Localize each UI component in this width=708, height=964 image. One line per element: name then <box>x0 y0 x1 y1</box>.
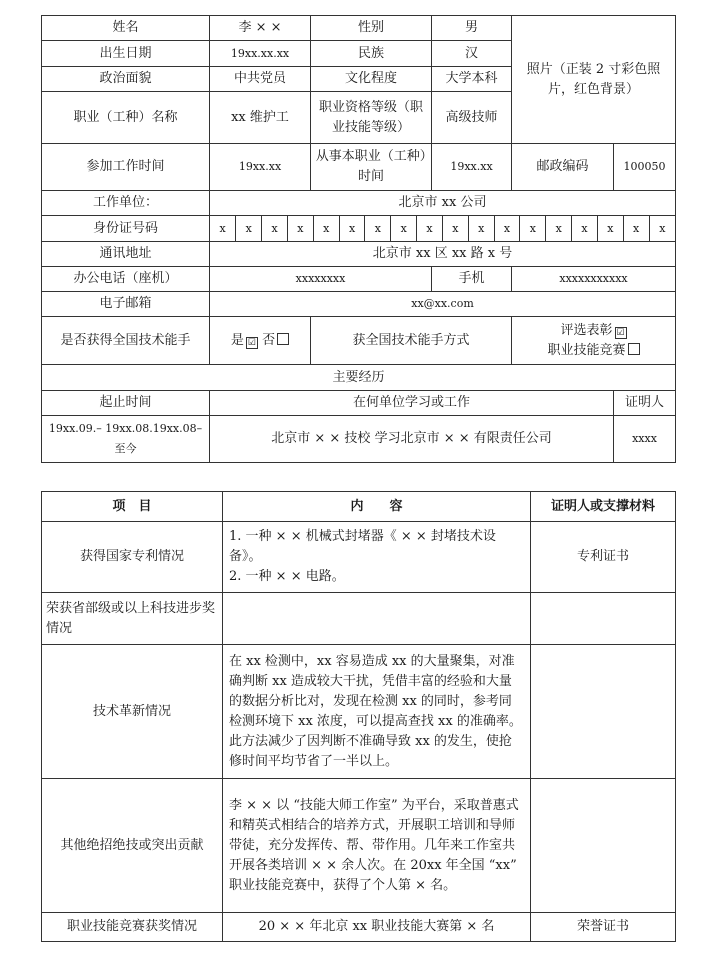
yes-checkbox[interactable]: ☑ <box>247 337 256 348</box>
col-content: 内 容 <box>223 492 531 522</box>
name-value: 李 × × <box>210 16 311 41</box>
phone-label: 办公电话（座机） <box>42 267 210 292</box>
politics-label: 政治面貌 <box>42 67 210 92</box>
id-digit: x <box>365 216 391 241</box>
email-label: 电子邮箱 <box>42 292 210 317</box>
id-digit: x <box>494 216 520 241</box>
id-digit: x <box>417 216 443 241</box>
experience-place: 北京市 × × 技校 学习北京市 × × 有限责任公司 <box>210 416 614 463</box>
col-place: 在何单位学习或工作 <box>210 391 614 416</box>
id-number-cell <box>210 216 676 242</box>
employer-value: 北京市 xx 公司 <box>210 191 676 216</box>
yes-text: 是 <box>230 332 244 348</box>
id-digit: x <box>339 216 365 241</box>
qual-value: 高级技师 <box>432 92 512 144</box>
content-competition: 20 × × 年北京 xx 职业技能大赛第 × 名 <box>223 913 531 942</box>
mobile-label: 手机 <box>432 267 512 292</box>
col-witness: 证明人 <box>614 391 676 416</box>
method-opt2-text: 职业技能竞赛 <box>547 342 626 358</box>
name-label: 姓名 <box>42 16 210 41</box>
postcode-label: 邮政编码 <box>512 144 614 191</box>
politics-value: 中共党员 <box>210 67 311 92</box>
gender-value: 男 <box>432 16 512 41</box>
proof-competition: 荣誉证书 <box>531 913 676 942</box>
method-label: 获全国技术能手方式 <box>311 317 512 365</box>
job-start-label: 从事本职业（工种）时间 <box>311 144 432 191</box>
birth-value: 19xx.xx.xx <box>210 41 311 67</box>
id-digit: x <box>313 216 339 241</box>
id-digit: x <box>391 216 417 241</box>
item-award: 荣获省部级或以上科技进步奖情况 <box>42 593 223 645</box>
item-innovation: 技术革新情况 <box>42 645 223 779</box>
birth-label: 出生日期 <box>42 41 210 67</box>
gender-label: 性别 <box>311 16 432 41</box>
content-patent <box>223 522 531 593</box>
item-contribution: 其他绝招绝技或突出贡献 <box>42 779 223 913</box>
id-digit: x <box>623 216 649 241</box>
address-label: 通讯地址 <box>42 242 210 267</box>
content-contribution: 李 × × 以 “技能大师工作室” 为平台，采取普惠式和精英式相结合的培养方式，开展职工培训和导师带徒，充分发挥传、帮、带作用。几年来工作室共开展各类培训 × × 余人次。在 20xx 年全国 “xx” 职业技能竞赛中，获得了个人第 × 名。 <box>223 779 531 913</box>
basic-info-table <box>41 15 676 463</box>
national-choice <box>210 317 311 365</box>
method-opt2-checkbox[interactable] <box>628 343 640 355</box>
id-digit-grid <box>210 216 675 241</box>
mobile-value: xxxxxxxxxxx <box>512 267 676 292</box>
work-start-label: 参加工作时间 <box>42 144 210 191</box>
id-digit: x <box>649 216 675 241</box>
id-digit: x <box>546 216 572 241</box>
patent-line-1: 1. 一种 × × 机械式封堵器《 × × 封堵技术设备》。 <box>229 529 496 564</box>
item-competition: 职业技能竞赛获奖情况 <box>42 913 223 942</box>
method-opt1-checkbox[interactable]: ☑ <box>616 327 625 338</box>
photo-note: 照片（正装 2 寸彩色照片，红色背景） <box>526 61 661 97</box>
col-item: 项 目 <box>42 492 223 522</box>
employer-label: 工作单位： <box>42 191 210 216</box>
id-label: 身份证号码 <box>42 216 210 242</box>
edu-label: 文化程度 <box>311 67 432 92</box>
phone-value: xxxxxxxx <box>210 267 432 292</box>
proof-patent: 专利证书 <box>531 522 676 593</box>
id-digit: x <box>520 216 546 241</box>
ethnic-label: 民族 <box>311 41 432 67</box>
id-digit: x <box>236 216 262 241</box>
achievements-table <box>41 491 676 942</box>
method-options <box>512 317 676 365</box>
col-proof: 证明人或支撑材料 <box>531 492 676 522</box>
job-start-value: 19xx.xx <box>432 144 512 191</box>
experience-period: 19xx.09.– 19xx.08.19xx.08– 至今 <box>42 416 210 463</box>
qual-label: 职业资格等级（职业技能等级） <box>311 92 432 144</box>
postcode-value: 100050 <box>614 144 676 191</box>
experience-witness: xxxx <box>614 416 676 463</box>
no-checkbox[interactable] <box>277 333 289 345</box>
address-value: 北京市 xx 区 xx 路 x 号 <box>210 242 676 267</box>
no-text: 否 <box>262 332 276 348</box>
proof-contribution <box>531 779 676 913</box>
edu-value: 大学本科 <box>432 67 512 92</box>
method-opt1-text: 评选表彰 <box>560 322 613 338</box>
job-label: 职业（工种）名称 <box>42 92 210 144</box>
id-digit: x <box>572 216 598 241</box>
id-digit: x <box>597 216 623 241</box>
work-start-value: 19xx.xx <box>210 144 311 191</box>
proof-award <box>531 593 676 645</box>
content-innovation: 在 xx 检测中，xx 容易造成 xx 的大量聚集，对准确判断 xx 造成较大干扰，凭借丰富的经验和大量的数据分析比对，发现在检测 xx 的同时，参考同检测环境下 xx 浓度，可以提高查找 xx 的准确率。此方法减少了因判断不准确导致 xx 的发生，使抢修时间平均节省了一半以上。 <box>223 645 531 779</box>
item-patent: 获得国家专利情况 <box>42 522 223 593</box>
id-digit: x <box>468 216 494 241</box>
job-value: xx 维护工 <box>210 92 311 144</box>
experience-title: 主要经历 <box>42 365 676 391</box>
email-value: xx@xx.com <box>210 292 676 317</box>
col-period: 起止时间 <box>42 391 210 416</box>
national-label: 是否获得全国技术能手 <box>42 317 210 365</box>
id-digit: x <box>287 216 313 241</box>
ethnic-value: 汉 <box>432 41 512 67</box>
content-award <box>223 593 531 645</box>
id-digit: x <box>442 216 468 241</box>
patent-line-2: 2. 一种 × × 电路。 <box>229 569 345 584</box>
id-digit: x <box>262 216 288 241</box>
id-digit: x <box>210 216 236 241</box>
photo-cell <box>512 16 676 144</box>
proof-innovation <box>531 645 676 779</box>
